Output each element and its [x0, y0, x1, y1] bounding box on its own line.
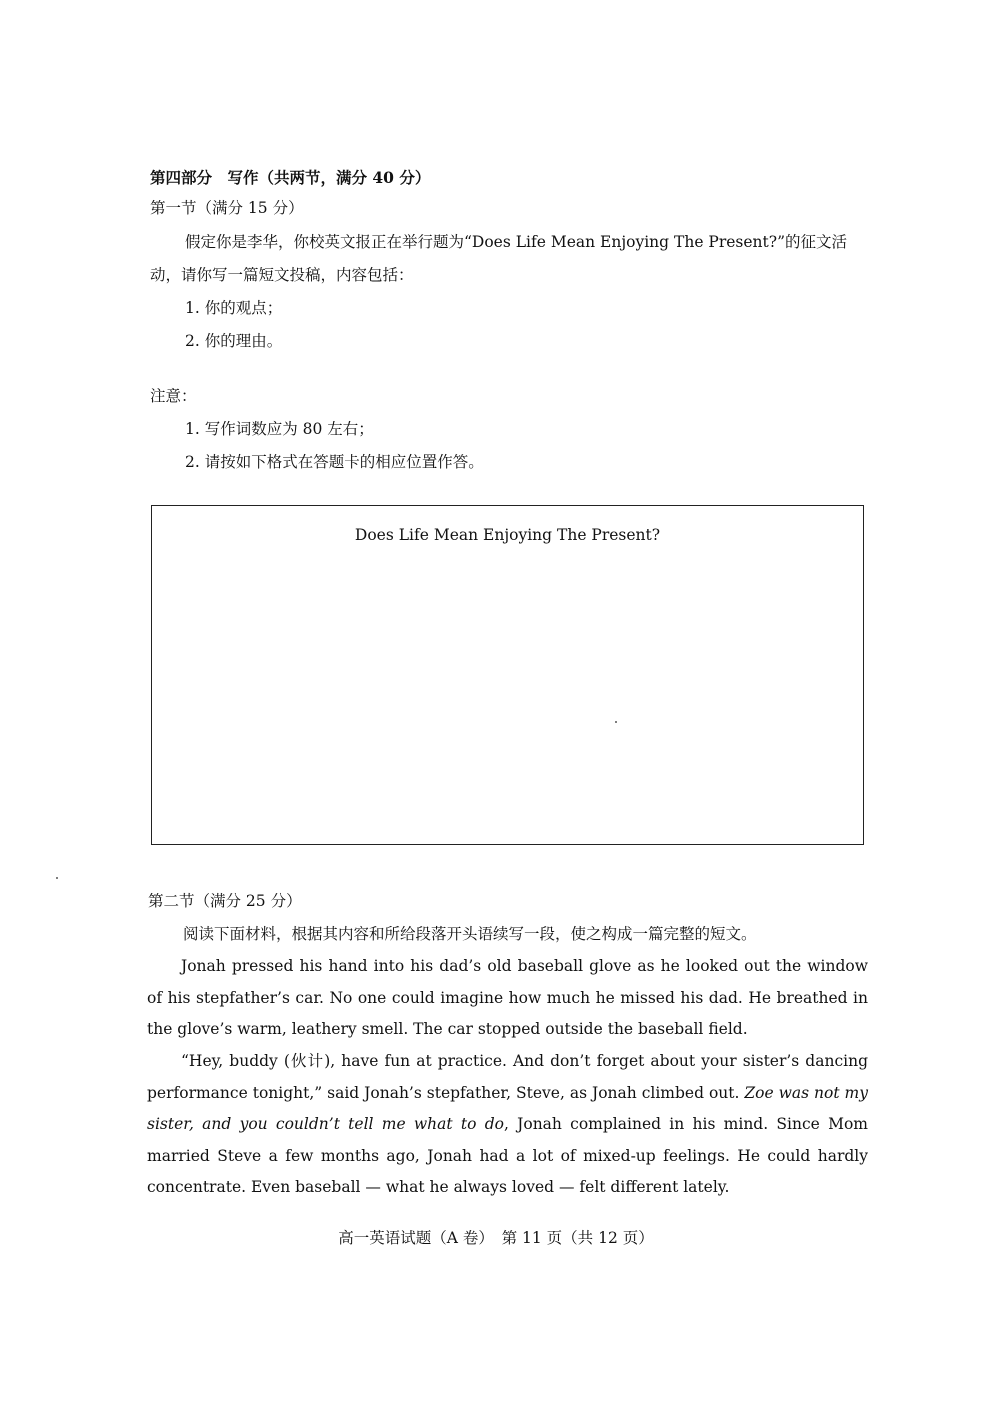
story-paragraph-2 — [147, 1046, 868, 1204]
essay-title: Does Life Mean Enjoying The Present? — [354, 526, 661, 544]
content-point-2: 2. 你的理由。 — [185, 332, 283, 350]
essay-answer-box — [151, 505, 864, 845]
story-paragraph-2-text-b: , Jonah complained in his mind. Since Mom married Steve a few months ago, Jonah had a lot of mixed-up feelings. He could hardly concentrate. Even baseball — what he always loved — felt different lately. — [147, 1115, 868, 1196]
section2-instruction: 阅读下面材料，根据其内容和所给段落开头语续写一段，使之构成一篇完整的短文。 — [183, 925, 757, 943]
story-paragraph-2-italic: Zoe was not my sister, and you couldn’t tell me what to do — [147, 1083, 868, 1133]
scan-speck — [56, 877, 58, 879]
scan-speck — [615, 721, 617, 723]
notice-item-1: 1. 写作词数应为 80 左右； — [185, 420, 374, 438]
prompt-line-2: 动，请你写一篇短文投稿，内容包括： — [150, 266, 414, 284]
notice-label: 注意： — [150, 387, 197, 405]
section2-heading: 第二节（满分 25 分） — [148, 892, 302, 910]
story-paragraph-1-text: Jonah pressed his hand into his dad’s old baseball glove as he looked out the window of his stepfather’s car. No one could imagine how much he missed his dad. He breathed in the glove’s warm, leathery smell. The car stopped outside the baseball field. — [147, 957, 868, 1038]
part-heading: 第四部分 写作（共两节，满分 40 分） — [150, 168, 431, 187]
content-point-1: 1. 你的观点； — [185, 299, 283, 317]
section1-heading: 第一节（满分 15 分） — [150, 199, 304, 217]
prompt-line-1: 假定你是李华，你校英文报正在举行题为“Does Life Mean Enjoying The Present?”的征文活 — [185, 233, 848, 251]
page-footer: 高一英语试题（A 卷） 第 11 页（共 12 页） — [338, 1229, 654, 1247]
story-paragraph-1 — [147, 951, 868, 1046]
notice-item-2: 2. 请按如下格式在答题卡的相应位置作答。 — [185, 453, 484, 471]
story-paragraph-2-text-a: “Hey, buddy (伙计), have fun at practice. And don’t forget about your sister’s dancing performance tonight,” said Jonah’s stepfather, Steve, as Jonah climbed out. — [147, 1052, 868, 1102]
